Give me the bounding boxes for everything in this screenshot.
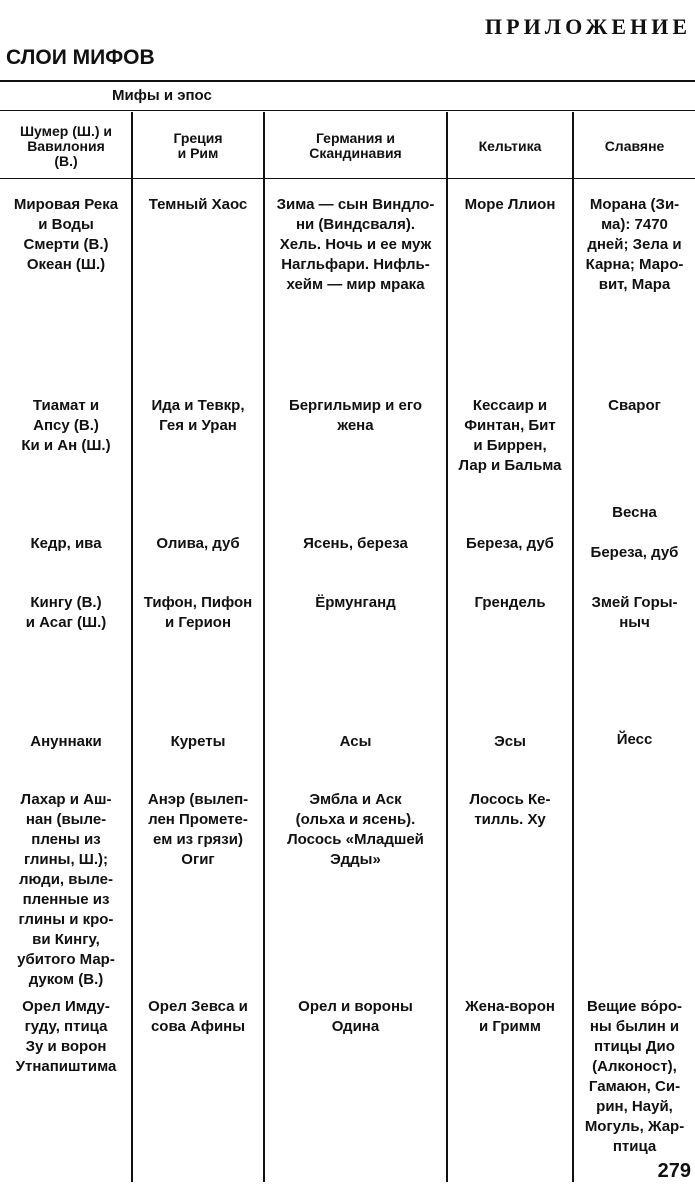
- table-cell: Змей Горы- ныч: [591, 594, 678, 631]
- table-cell: Лосось Ке- тилль. Ху: [469, 791, 551, 828]
- table-cell: Эсы: [494, 733, 526, 750]
- table-cell: Береза, дуб: [466, 535, 554, 552]
- table-cell: Море Ллион: [464, 196, 556, 213]
- table-cell: Ида и Тевкр, Гея и Уран: [151, 397, 245, 434]
- table-cell: Асы: [339, 733, 372, 750]
- table-subheading: Мифы и эпос: [112, 87, 212, 104]
- page-number: 279: [657, 1160, 691, 1182]
- table-cell: Сварог: [608, 397, 661, 414]
- table-cell: Йесс: [616, 731, 653, 748]
- table-cell: Бергильмир и его жена: [288, 397, 423, 434]
- column-header-greece: Греция и Рим: [173, 130, 223, 161]
- table-cell: Жена-ворон и Гримм: [465, 998, 555, 1035]
- table-cell: Вещие во́ро- ны былин и птицы Дио (Алконост), Гамаюн, Си- рин, Науй, Могуль, Жар- птица: [584, 998, 685, 1155]
- column-header-celtic: Кельтика: [478, 137, 542, 154]
- table-cell: Грендель: [474, 594, 546, 611]
- table-cell: Кессаир и Финтан, Бит и Биррен, Лар и Бальма: [458, 397, 562, 474]
- table-cell: Кингу (В.) и Асаг (Ш.): [25, 594, 107, 631]
- table-cell: Тифон, Пифон и Герион: [143, 594, 253, 631]
- table-cell: Анэр (вылеп- лен Промете- ем из грязи) Огиг: [147, 791, 249, 868]
- table-cell: Темный Хаос: [148, 196, 248, 213]
- table-cell: Лахар и Аш- нан (выле- плены из глины, Ш.); люди, выле- пленные из глины и кро- ви Кингу, убитого Мар- дуком (В.): [17, 791, 115, 988]
- table-cell: Тиамат и Апсу (В.) Ки и Ан (Ш.): [21, 397, 111, 454]
- header-rule: [0, 178, 695, 179]
- table-cell: Орел и вороны Одина: [298, 998, 413, 1035]
- subheading-rule: [0, 110, 695, 111]
- column-header-germany: Германия и Скандинавия: [309, 130, 402, 161]
- column-header-sumer: Шумер (Ш.) и Вавилония (В.): [19, 122, 113, 169]
- table-cell: Ясень, береза: [303, 535, 408, 552]
- table-cell: Ануннаки: [30, 733, 102, 750]
- top-rule: [0, 80, 695, 82]
- column-header-slavs: Славяне: [604, 137, 665, 154]
- appendix-heading: ПРИЛОЖЕНИЕ: [485, 14, 691, 39]
- table-cell: Зима — сын Виндло- ни (Виндсваля). Хель. Ночь и ее муж Нагльфари. Нифль- хейм — мир мрака: [276, 196, 435, 293]
- table-cell: Ёрмунганд: [315, 594, 396, 611]
- table-cell: Кедр, ива: [30, 535, 102, 552]
- table-cell: Весна Береза, дуб: [590, 504, 679, 561]
- table-cell: Мировая Река и Воды Смерти (В.) Океан (Ш.): [13, 196, 119, 273]
- table-cell: Олива, дуб: [156, 535, 240, 552]
- table-cell: Куреты: [170, 733, 226, 750]
- table-cell: Орел Зевса и сова Афины: [148, 998, 248, 1035]
- table-cell: Морана (Зи- ма): 7470 дней; Зела и Карна; Маро- вит, Мара: [585, 196, 684, 293]
- section-title: СЛОИ МИФОВ: [6, 46, 155, 69]
- table-cell: Эмбла и Аск (ольха и ясень). Лосось «Младшей Эдды»: [287, 791, 424, 868]
- table-cell: Орел Имду- гуду, птица Зу и ворон Утнапиштима: [15, 998, 117, 1075]
